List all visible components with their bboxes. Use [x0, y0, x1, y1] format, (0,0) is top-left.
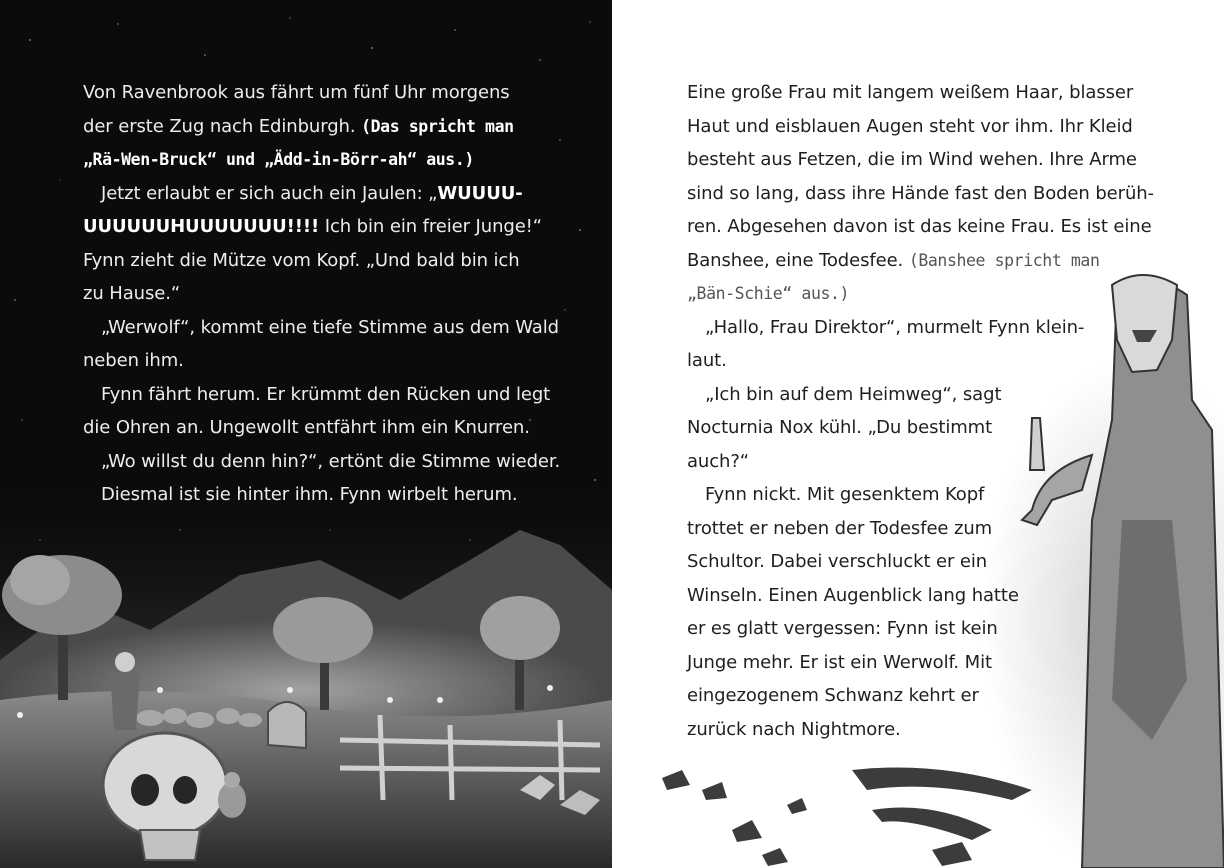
text-line: eingezogenem Schwanz kehrt er: [687, 685, 979, 706]
howl-text: UUUUUUHUUUUUUU!!!!: [83, 216, 320, 237]
text-line: Fynn fährt herum. Er krümmt den Rücken und legt: [101, 383, 551, 405]
text-line: Junge mehr. Er ist ein Werwolf. Mit: [687, 651, 992, 673]
howl-text: WUUUU-: [437, 182, 523, 204]
pronunciation-note: „Bän-Schie“ aus.): [687, 284, 850, 303]
pronunciation-note: „Rä-Wen-Bruck“ und „Ädd-in-Börr-ah“ aus.): [83, 150, 474, 169]
text-line: die Ohren an. Ungewollt entfährt ihm ein Knurren.: [83, 417, 530, 438]
text-line: UUUUUUHUUUUUUU!!!! Ich bin ein freier Junge!“: [83, 216, 543, 237]
text-line: ren. Abgesehen davon ist das keine Frau. Es ist eine: [687, 216, 1152, 237]
text-line: „Wo willst du denn hin?“, ertönt die Stimme wieder.: [101, 450, 561, 472]
text-line: neben ihm.: [83, 350, 184, 371]
text-line: Eine große Frau mit langem weißem Haar, blasser: [687, 82, 1134, 103]
text-line: Winseln. Einen Augenblick lang hatte: [687, 584, 1019, 606]
text-line: [83, 143, 553, 177]
pronunciation-note: (Das spricht man: [361, 116, 514, 136]
text-line: „Werwolf“, kommt eine tiefe Stimme aus dem Wald: [101, 316, 559, 338]
text-line: Fynn zieht die Mütze vom Kopf. „Und bald bin ich: [83, 249, 520, 271]
text-line: laut.: [687, 350, 727, 371]
right-page: [612, 0, 1224, 868]
gravestone: [268, 702, 306, 748]
text-line: Diesmal ist sie hinter ihm. Fynn wirbelt herum.: [101, 484, 518, 505]
text-line: „Hallo, Frau Direktor“, murmelt Fynn klein-: [705, 316, 1085, 338]
text-line: besteht aus Fetzen, die im Wind wehen. Ihre Arme: [687, 149, 1137, 170]
pronunciation-note: (Banshee spricht man: [908, 250, 1100, 270]
text-line: auch?“: [687, 450, 750, 472]
text-line: der erste Zug nach Edinburgh. (Das spricht man: [83, 115, 514, 137]
text-line: zurück nach Nightmore.: [687, 718, 901, 740]
text-line: Fynn nickt. Mit gesenktem Kopf: [705, 484, 985, 505]
right-page-text: [687, 76, 1154, 746]
left-page-text: [83, 76, 561, 512]
text-line: Haut und eisblauen Augen steht vor ihm. Ihr Kleid: [687, 115, 1133, 137]
text-line: er es glatt vergessen: Fynn ist kein: [687, 618, 998, 639]
text-line: Schultor. Dabei verschluckt er ein: [687, 551, 988, 572]
text-line: „Ich bin auf dem Heimweg“, sagt: [705, 383, 1002, 405]
text-line: sind so lang, dass ihre Hände fast den Boden berüh-: [687, 182, 1154, 204]
text-line: Banshee, eine Todesfee. (Banshee spricht man: [687, 249, 1100, 271]
text-line: trottet er neben der Todesfee zum: [687, 517, 993, 539]
cloth-scraps: [662, 768, 1032, 867]
text-line: [687, 277, 1147, 311]
text-line: zu Hause.“: [83, 283, 181, 304]
text-line: Nocturnia Nox kühl. „Du bestimmt: [687, 417, 993, 438]
text-line: Jetzt erlaubt er sich auch ein Jaulen: „WUUUU-: [101, 182, 523, 204]
text-line: Von Ravenbrook aus fährt um fünf Uhr morgens: [83, 82, 510, 103]
